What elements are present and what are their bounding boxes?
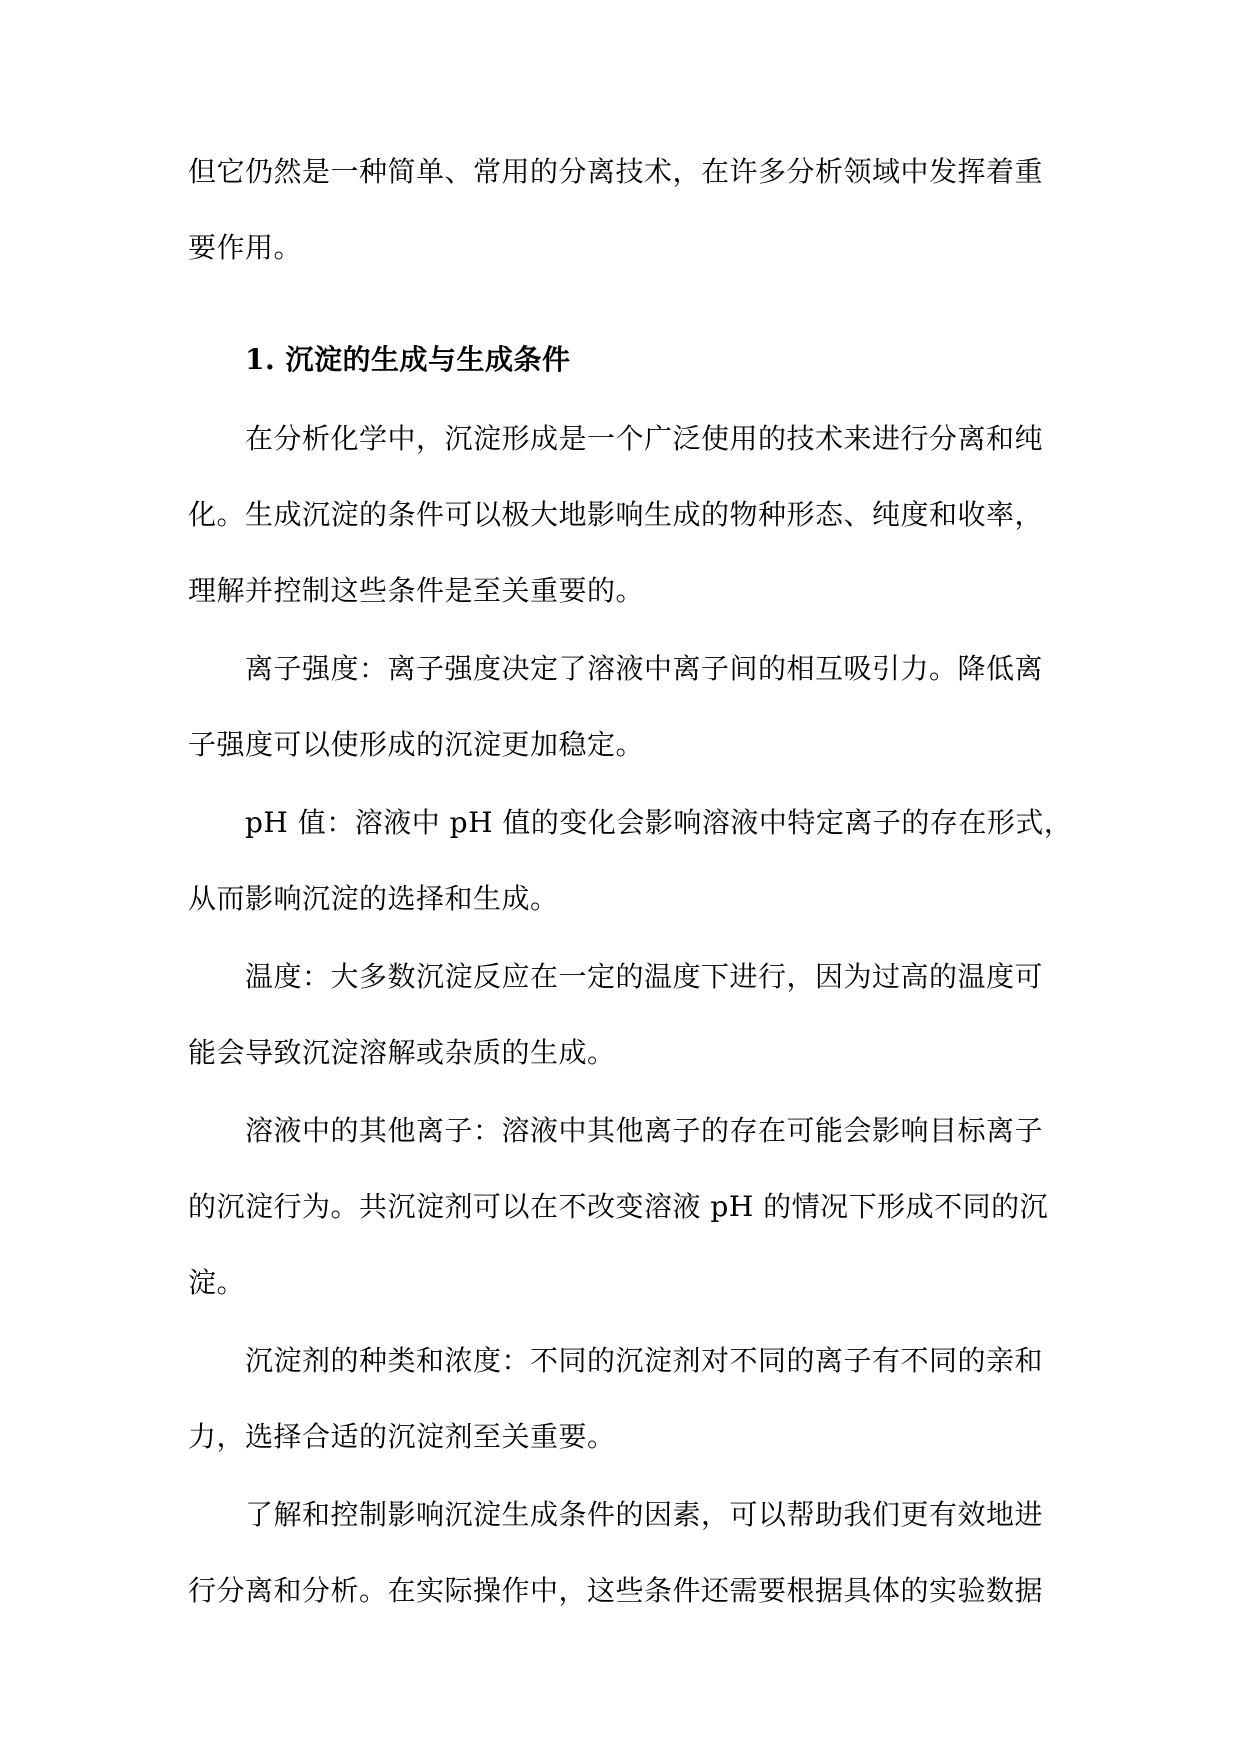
paragraph-line: 力，选择合适的沉淀剂至关重要。 [188, 1420, 616, 1453]
paragraph-line: 行分离和分析。在实际操作中，这些条件还需要根据具体的实验数据 [188, 1574, 1044, 1607]
paragraph-line: pH 值：溶液中 pH 值的变化会影响溶液中特定离子的存在形式， [245, 806, 1073, 839]
paragraph-line: 从而影响沉淀的选择和生成。 [188, 882, 559, 915]
paragraph-line: 温度：大多数沉淀反应在一定的温度下进行，因为过高的温度可 [245, 960, 1044, 993]
paragraph-line: 沉淀剂的种类和浓度：不同的沉淀剂对不同的离子有不同的亲和 [245, 1344, 1044, 1377]
paragraph-line: 子强度可以使形成的沉淀更加稳定。 [188, 728, 645, 761]
paragraph-line: 淀。 [188, 1266, 246, 1299]
paragraph-line: 离子强度：离子强度决定了溶液中离子间的相互吸引力。降低离 [245, 652, 1044, 685]
paragraph-line: 理解并控制这些条件是至关重要的。 [188, 574, 645, 607]
paragraph-line: 能会导致沉淀溶解或杂质的生成。 [188, 1036, 616, 1069]
paragraph-line: 化。生成沉淀的条件可以极大地影响生成的物种形态、纯度和收率， [188, 498, 1044, 531]
paragraph-line: 溶液中的其他离子：溶液中其他离子的存在可能会影响目标离子 [245, 1114, 1044, 1147]
section-heading: 1. 沉淀的生成与生成条件 [245, 343, 571, 376]
paragraph-line: 在分析化学中，沉淀形成是一个广泛使用的技术来进行分离和纯 [245, 422, 1044, 455]
paragraph-line: 的沉淀行为。共沉淀剂可以在不改变溶液 pH 的情况下形成不同的沉 [188, 1190, 1049, 1223]
paragraph-line: 但它仍然是一种简单、常用的分离技术，在许多分析领域中发挥着重 [188, 155, 1044, 188]
paragraph-line: 要作用。 [188, 231, 303, 264]
paragraph-line: 了解和控制影响沉淀生成条件的因素，可以帮助我们更有效地进 [245, 1498, 1044, 1531]
